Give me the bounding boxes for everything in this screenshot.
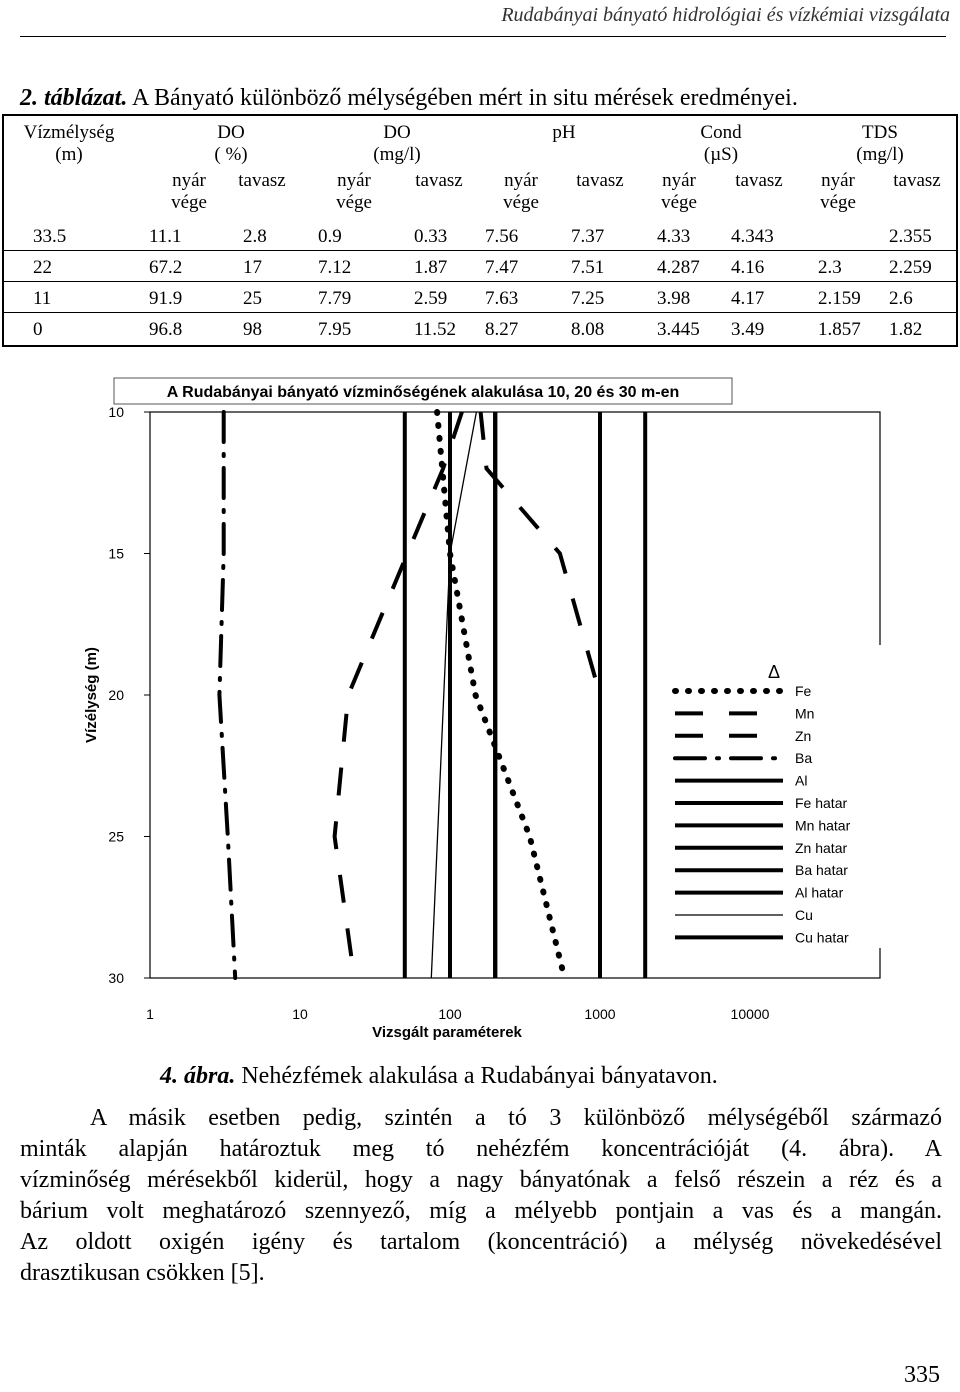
paragraph-line: vízminőség mérésekből kiderül, hogy a nagy bányatónak a felső részein a réz és a [20, 1167, 942, 1193]
series-line-ba [219, 412, 235, 978]
sub-header-summer-0: nyár [172, 170, 206, 191]
table-cell-r1-c7: 4.287 [657, 257, 700, 278]
measurements-table [2, 114, 958, 347]
table-cell-r0-c3: 0.9 [318, 226, 342, 247]
sub-header-summer-end-1: vége [336, 192, 372, 213]
figure-caption-label: 4. ábra. [160, 1063, 236, 1089]
table-cell-r2-c0: 11 [33, 288, 52, 309]
paragraph-line: minták alapján határoztuk meg tó nehézfém koncentrációját (4. ábra). A [20, 1136, 942, 1162]
y-tick-label: 30 [108, 970, 124, 986]
table-cell-r1-c8: 4.16 [731, 257, 765, 278]
row-divider [4, 281, 956, 282]
table-cell-r0-c0: 33.5 [33, 226, 67, 247]
table-cell-r2-c4: 2.59 [414, 288, 448, 309]
legend-marker: Δ [767, 662, 781, 682]
series-line-mn [481, 412, 600, 978]
table-cell-r1-c3: 7.12 [318, 257, 352, 278]
sub-header-spring-4: tavasz [893, 170, 941, 191]
paragraph-line: Az oldott oxigén igény és tartalom (koncentráció) a mélység növekedésével [20, 1229, 942, 1255]
col-header-depth-unit: (m) [55, 144, 83, 165]
table-cell-r3-c8: 3.49 [731, 319, 765, 340]
table-cell-r0-c10: 2.355 [889, 226, 932, 247]
legend-label: Ba [795, 750, 813, 767]
legend-box [660, 645, 882, 948]
legend-label: Ba hatar [795, 862, 848, 879]
table-cell-r3-c5: 8.27 [485, 319, 519, 340]
series-line-zn [335, 412, 462, 978]
sub-header-summer-end-2: vége [503, 192, 539, 213]
sub-header-summer-4: nyár [821, 170, 855, 191]
table-cell-r3-c4: 11.52 [414, 319, 457, 340]
sub-header-summer-end-4: vége [820, 192, 856, 213]
table-cell-r0-c4: 0.33 [414, 226, 448, 247]
y-tick-label: 15 [108, 545, 124, 562]
table-cell-r0-c7: 4.33 [657, 226, 691, 247]
table-cell-r2-c3: 7.79 [318, 288, 352, 309]
table-cell-r1-c2: 17 [243, 257, 262, 278]
group-header-1: DO [383, 122, 411, 143]
figure-caption [160, 1063, 718, 1090]
table-cell-r3-c2: 98 [243, 319, 262, 340]
sub-header-summer-1: nyár [337, 170, 371, 191]
y-axis-label: Vízélység (m) [83, 647, 100, 743]
table-cell-r0-c2: 2.8 [243, 226, 267, 247]
table-cell-r0-c5: 7.56 [485, 226, 519, 247]
group-header-2: pH [552, 122, 576, 143]
table-cell-r1-c6: 7.51 [571, 257, 605, 278]
table-cell-r2-c5: 7.63 [485, 288, 519, 309]
group-unit-1: (mg/l) [373, 144, 421, 165]
table-cell-r1-c9: 2.3 [818, 257, 842, 278]
table-cell-r2-c1: 91.9 [149, 288, 183, 309]
x-tick-label: 100 [438, 1006, 462, 1022]
group-header-3: Cond [700, 122, 742, 143]
chart-svg [0, 360, 960, 1060]
group-unit-3: (µS) [703, 144, 739, 165]
table-cell-r2-c8: 4.17 [731, 288, 765, 309]
table-cell-r1-c10: 2.259 [889, 257, 932, 278]
sub-header-spring-2: tavasz [576, 170, 624, 191]
table-cell-r3-c3: 7.95 [318, 319, 352, 340]
table-caption [20, 85, 798, 112]
group-header-4: TDS [862, 122, 898, 143]
y-tick-label: 25 [108, 828, 124, 845]
table-cell-r2-c7: 3.98 [657, 288, 691, 309]
sub-header-summer-end-0: vége [171, 192, 207, 213]
y-tick-label: 10 [108, 404, 124, 420]
series-line-cu [431, 412, 476, 978]
table-cell-r2-c6: 7.25 [571, 288, 605, 309]
running-title: Rudabányai bányató hidrológiai és vízkémiai vizsgálata [501, 4, 950, 26]
figure-caption-text: Nehézfémek alakulása a Rudabányai bányatavon. [235, 1063, 718, 1089]
table-cell-r0-c1: 11.1 [149, 226, 182, 247]
legend-label: Al [795, 772, 808, 789]
table-caption-label: 2. táblázat. [20, 85, 128, 111]
table-cell-r1-c1: 67.2 [149, 257, 183, 278]
body-paragraph [20, 1103, 942, 1289]
legend-label: Fe [795, 683, 812, 699]
table-cell-r0-c8: 4.343 [731, 226, 774, 247]
series-line-fe [437, 412, 564, 978]
legend-label: Mn [795, 705, 815, 722]
x-tick-label: 1 [146, 1006, 154, 1022]
group-unit-0: ( %) [214, 144, 248, 165]
row-divider [4, 312, 956, 313]
legend-label: Al hatar [795, 884, 844, 901]
table-cell-r2-c10: 2.6 [889, 288, 913, 309]
x-axis-label: Vizsgált paraméterek [372, 1024, 522, 1041]
x-tick-label: 10000 [730, 1006, 770, 1022]
col-header-depth: Vízmélység [23, 122, 115, 143]
x-tick-label: 1000 [584, 1006, 616, 1022]
sub-header-summer-3: nyár [662, 170, 696, 191]
sub-header-spring-1: tavasz [415, 170, 463, 191]
sub-header-summer-2: nyár [504, 170, 538, 191]
table-cell-r1-c4: 1.87 [414, 257, 448, 278]
heavy-metals-chart [0, 360, 960, 1060]
group-header-0: DO [217, 122, 245, 143]
page-number: 335 [904, 1362, 940, 1388]
sub-header-summer-end-3: vége [661, 192, 697, 213]
chart-title: A Rudabányai bányató vízminőségének alakulása 10, 20 és 30 m-en [166, 384, 680, 401]
legend-label: Cu hatar [795, 929, 849, 946]
table-cell-r3-c7: 3.445 [657, 319, 700, 340]
legend-label: Mn hatar [795, 817, 851, 834]
legend-label: Zn hatar [795, 839, 848, 856]
y-tick-label: 20 [108, 687, 124, 703]
sub-header-spring-3: tavasz [735, 170, 783, 191]
x-tick-label: 10 [292, 1006, 308, 1022]
table-cell-r3-c9: 1.857 [818, 319, 861, 340]
header-rule [20, 36, 946, 37]
table-cell-r3-c6: 8.08 [571, 319, 605, 340]
table-cell-r3-c0: 0 [33, 319, 43, 340]
paragraph-line: A másik esetben pedig, szintén a tó 3 különböző mélységéből származó [90, 1105, 942, 1131]
paragraph-line: drasztikusan csökken [5]. [20, 1260, 265, 1286]
table-cell-r3-c1: 96.8 [149, 319, 183, 340]
table-cell-r1-c5: 7.47 [485, 257, 519, 278]
sub-header-spring-0: tavasz [238, 170, 286, 191]
table-cell-r2-c9: 2.159 [818, 288, 861, 309]
paragraph-line: bárium volt meghatározó szennyező, míg a mélyebb pontjain a vas és a mangán. [20, 1198, 942, 1224]
table-caption-text: A Bányató különböző mélységében mért in situ mérések eredményei. [127, 85, 798, 111]
table-cell-r3-c10: 1.82 [889, 319, 923, 340]
group-unit-4: (mg/l) [856, 144, 904, 165]
table-cell-r2-c2: 25 [243, 288, 262, 309]
legend-label: Fe hatar [795, 795, 848, 811]
legend-label: Cu [795, 907, 813, 923]
table-cell-r1-c0: 22 [33, 257, 52, 278]
row-divider [4, 250, 956, 251]
legend-label: Zn [795, 727, 812, 744]
table-cell-r0-c6: 7.37 [571, 226, 605, 247]
